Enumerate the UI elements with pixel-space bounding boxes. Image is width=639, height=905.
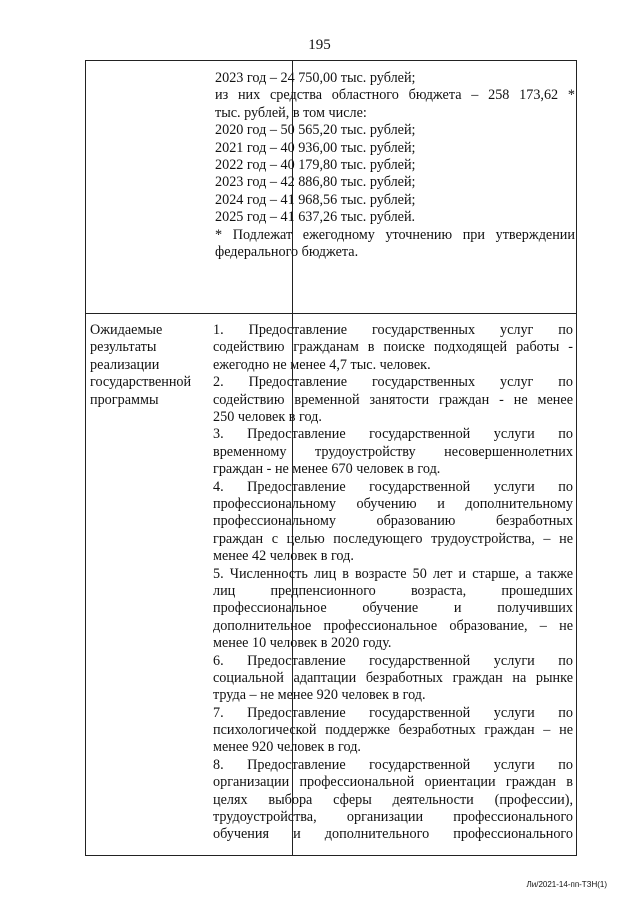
result-line: лиц предпенсионного возраста, прошедших [213,582,573,599]
funding-line: 2025 год – 41 637,26 тыс. рублей. [215,209,416,226]
result-line: дополнительное профессиональное образование, – не [213,617,573,634]
funding-line: * Подлежат ежегодному уточнению при утверждении [215,226,575,243]
funding-line: из них средства областного бюджета – 258 173,62 * [215,87,575,104]
funding-line: 2023 год – 24 750,00 тыс. рублей; [215,70,416,86]
result-line: 3. Предоставление государственной услуги по [213,426,573,443]
funding-line: тыс. рублей, в том числе: [215,104,367,121]
result-line: 7. Предоставление государственной услуги по [213,704,573,721]
result-line: 250 человек в год. [213,408,322,425]
funding-line: 2023 год – 42 886,80 тыс. рублей; [215,174,416,191]
expected-results-label [90,322,205,409]
result-line: граждан с целью последующего трудоустройства, – не [213,530,573,547]
result-line: трудоустройства, организации профессионального [213,809,573,826]
result-line: обучения и дополнительного профессионального [213,826,573,843]
result-line: менее 42 человек в год. [213,548,354,565]
result-line: менее 10 человек в 2020 году. [213,635,392,652]
label-line: реализации [90,356,160,373]
funding-line: 2024 год – 41 968,56 тыс. рублей; [215,191,416,208]
result-line: 4. Предоставление государственной услуги по [213,478,573,495]
label-line: государственной [90,374,192,391]
funding-line: 2022 год – 40 179,80 тыс. рублей; [215,157,416,174]
funding-line: 2020 год – 50 565,20 тыс. рублей; [215,122,416,139]
result-line: граждан - не менее 670 человек в год. [213,461,441,478]
funding-line: 2021 год – 40 936,00 тыс. рублей; [215,139,416,156]
result-line: профессиональному обучению и дополнительному [213,495,573,512]
result-line: временному трудоустройству несовершеннолетних [213,443,573,460]
result-line: психологической поддержке безработных граждан – не [213,722,573,739]
result-line: содействию временной занятости граждан - не менее [213,391,573,408]
result-line: профессиональному образованию безработных [213,513,573,530]
result-line: ежегодно не менее 4,7 тыс. человек. [213,356,431,373]
result-line: труда – не менее 920 человек в год. [213,687,426,704]
result-line: 8. Предоставление государственной услуги по [213,756,573,773]
label-line: результаты [90,339,157,356]
page-number: 195 [308,37,331,53]
document-code: Ли/2021-14-пп-ТЗН(1) [526,880,607,889]
result-line: организации профессиональной ориентации граждан в [213,774,573,791]
result-line: целях выбора сферы деятельности (профессии), [213,791,573,808]
result-line: 6. Предоставление государственной услуги по [213,652,573,669]
row-divider [86,313,576,314]
expected-results-text [213,322,573,844]
label-line: Ожидаемые [90,322,163,338]
label-line: программы [90,391,159,408]
result-line: 5. Численность лиц в возрасте 50 лет и старше, а также [213,565,573,582]
result-line: профессиональное обучение и получивших [213,600,573,617]
funding-cell [215,70,575,261]
result-line: менее 920 человек в год. [213,739,361,756]
result-line: содействию гражданам в поиске подходящей работы - [213,339,573,356]
funding-line: федерального бюджета. [215,244,359,261]
result-line: 1. Предоставление государственных услуг по [213,322,573,338]
result-line: 2. Предоставление государственных услуг по [213,374,573,391]
result-line: социальной адаптации безработных граждан на рынке [213,669,573,686]
